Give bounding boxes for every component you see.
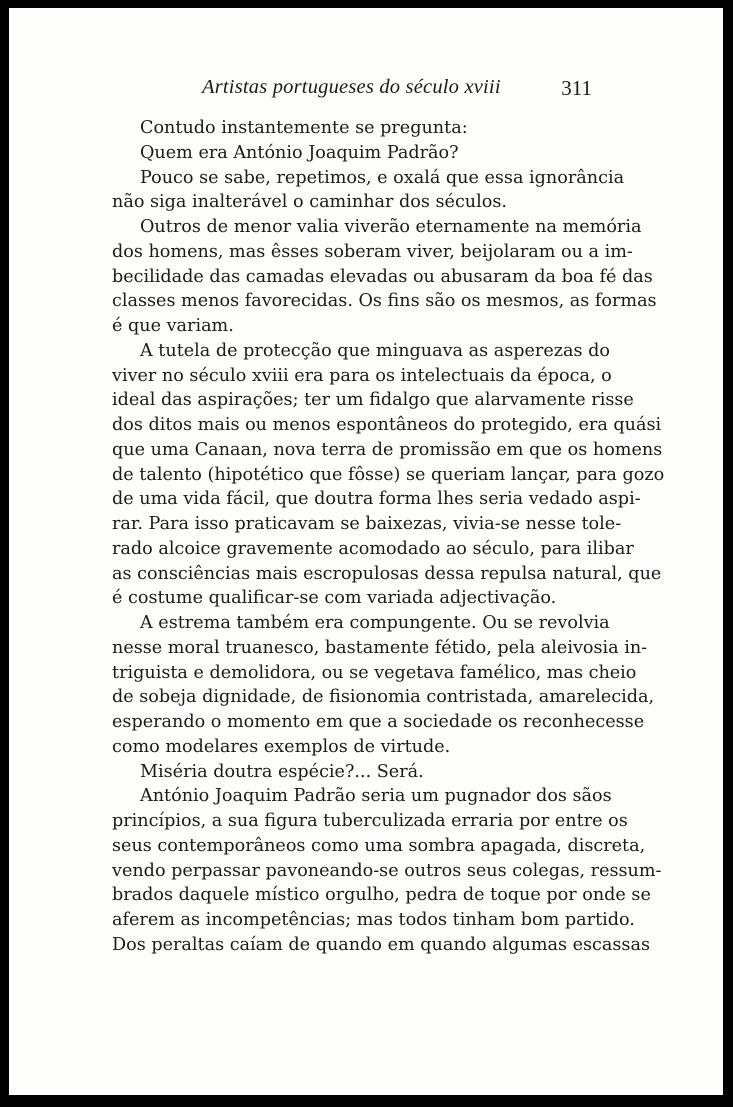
text-line: de uma vida fácil, que doutra forma lhes seria vedado aspi-	[112, 489, 641, 510]
text-line: princípios, a sua figura tuberculizada erraria por entre os	[112, 811, 628, 831]
text-line: que uma Canaan, nova terra de promissão em que os homens	[112, 439, 663, 460]
text-line: vendo perpassar pavoneando-se outros seus colegas, ressum-	[112, 860, 662, 881]
page-number: 311	[561, 76, 592, 100]
text-line: classes menos favorecidas. Os fins são os mesmos, as formas	[112, 291, 657, 312]
text-line: brados daquele místico orgulho, pedra de toque por onde se	[112, 885, 651, 906]
text-line: Miséria doutra espécie?... Será.	[140, 761, 424, 782]
text-line: não siga inalterável o caminhar dos séculos.	[112, 192, 507, 213]
text-line: Dos peraltas caíam de quando em quando algumas escassas	[112, 934, 650, 955]
text-line: Contudo instantemente se pregunta:	[140, 118, 468, 138]
text-line: aferem as incompetências; mas todos tinham bom partido.	[112, 910, 635, 930]
text-line: dos ditos mais ou menos espontâneos do protegido, era quási	[112, 415, 662, 435]
text-line: becilidade das camadas elevadas ou abusaram da boa fé das	[112, 266, 653, 287]
text-line: as consciências mais escropulosas dessa repulsa natural, que	[112, 563, 662, 584]
body-text	[112, 116, 665, 958]
text-line: triguista e demolidora, ou se vegetava famélico, mas cheio	[112, 662, 637, 683]
page-header	[110, 76, 592, 102]
text-line: como modelares exemplos de virtude.	[112, 736, 451, 757]
text-line: nesse moral truanesco, bastamente fétido, pela aleivosia in-	[112, 637, 648, 658]
running-title: Artistas portugueses do século xviii	[202, 76, 501, 98]
text-line: rado alcoice gravemente acomodado ao século, para ilibar	[112, 538, 634, 559]
text-line: de sobeja dignidade, de fisionomia contristada, amarelecida,	[112, 687, 655, 708]
text-line: rar. Para isso praticavam se baixezas, vivia-se nesse tole-	[112, 514, 622, 534]
text-line: viver no século xviii era para os intelectuais da época, o	[112, 365, 612, 386]
text-line: Pouco se sabe, repetimos, e oxalá que essa ignorância	[140, 167, 625, 188]
text-line: dos homens, mas êsses soberam viver, beijolaram ou a im-	[112, 241, 633, 262]
text-line: de talento (hipotético que fôsse) se queriam lançar, para gozo	[112, 464, 665, 485]
text-line: ideal das aspirações; ter um fidalgo que alarvamente risse	[112, 390, 634, 411]
text-line: Quem era António Joaquim Padrão?	[140, 142, 459, 163]
text-line: Outros de menor valia viverão eternamente na memória	[140, 217, 642, 237]
text-line: António Joaquim Padrão seria um pugnador dos sãos	[140, 786, 612, 807]
text-line: seus contemporâneos como uma sombra apagada, discreta,	[112, 835, 646, 856]
text-line: A tutela de protecção que minguava as asperezas do	[140, 340, 610, 361]
text-line: é costume qualificar-se com variada adjectivação.	[112, 588, 557, 609]
text-line: é que variam.	[112, 316, 234, 336]
text-line: A estrema também era compungente. Ou se revolvia	[140, 613, 610, 633]
text-line: esperando o momento em que a sociedade os reconhecesse	[112, 712, 645, 732]
